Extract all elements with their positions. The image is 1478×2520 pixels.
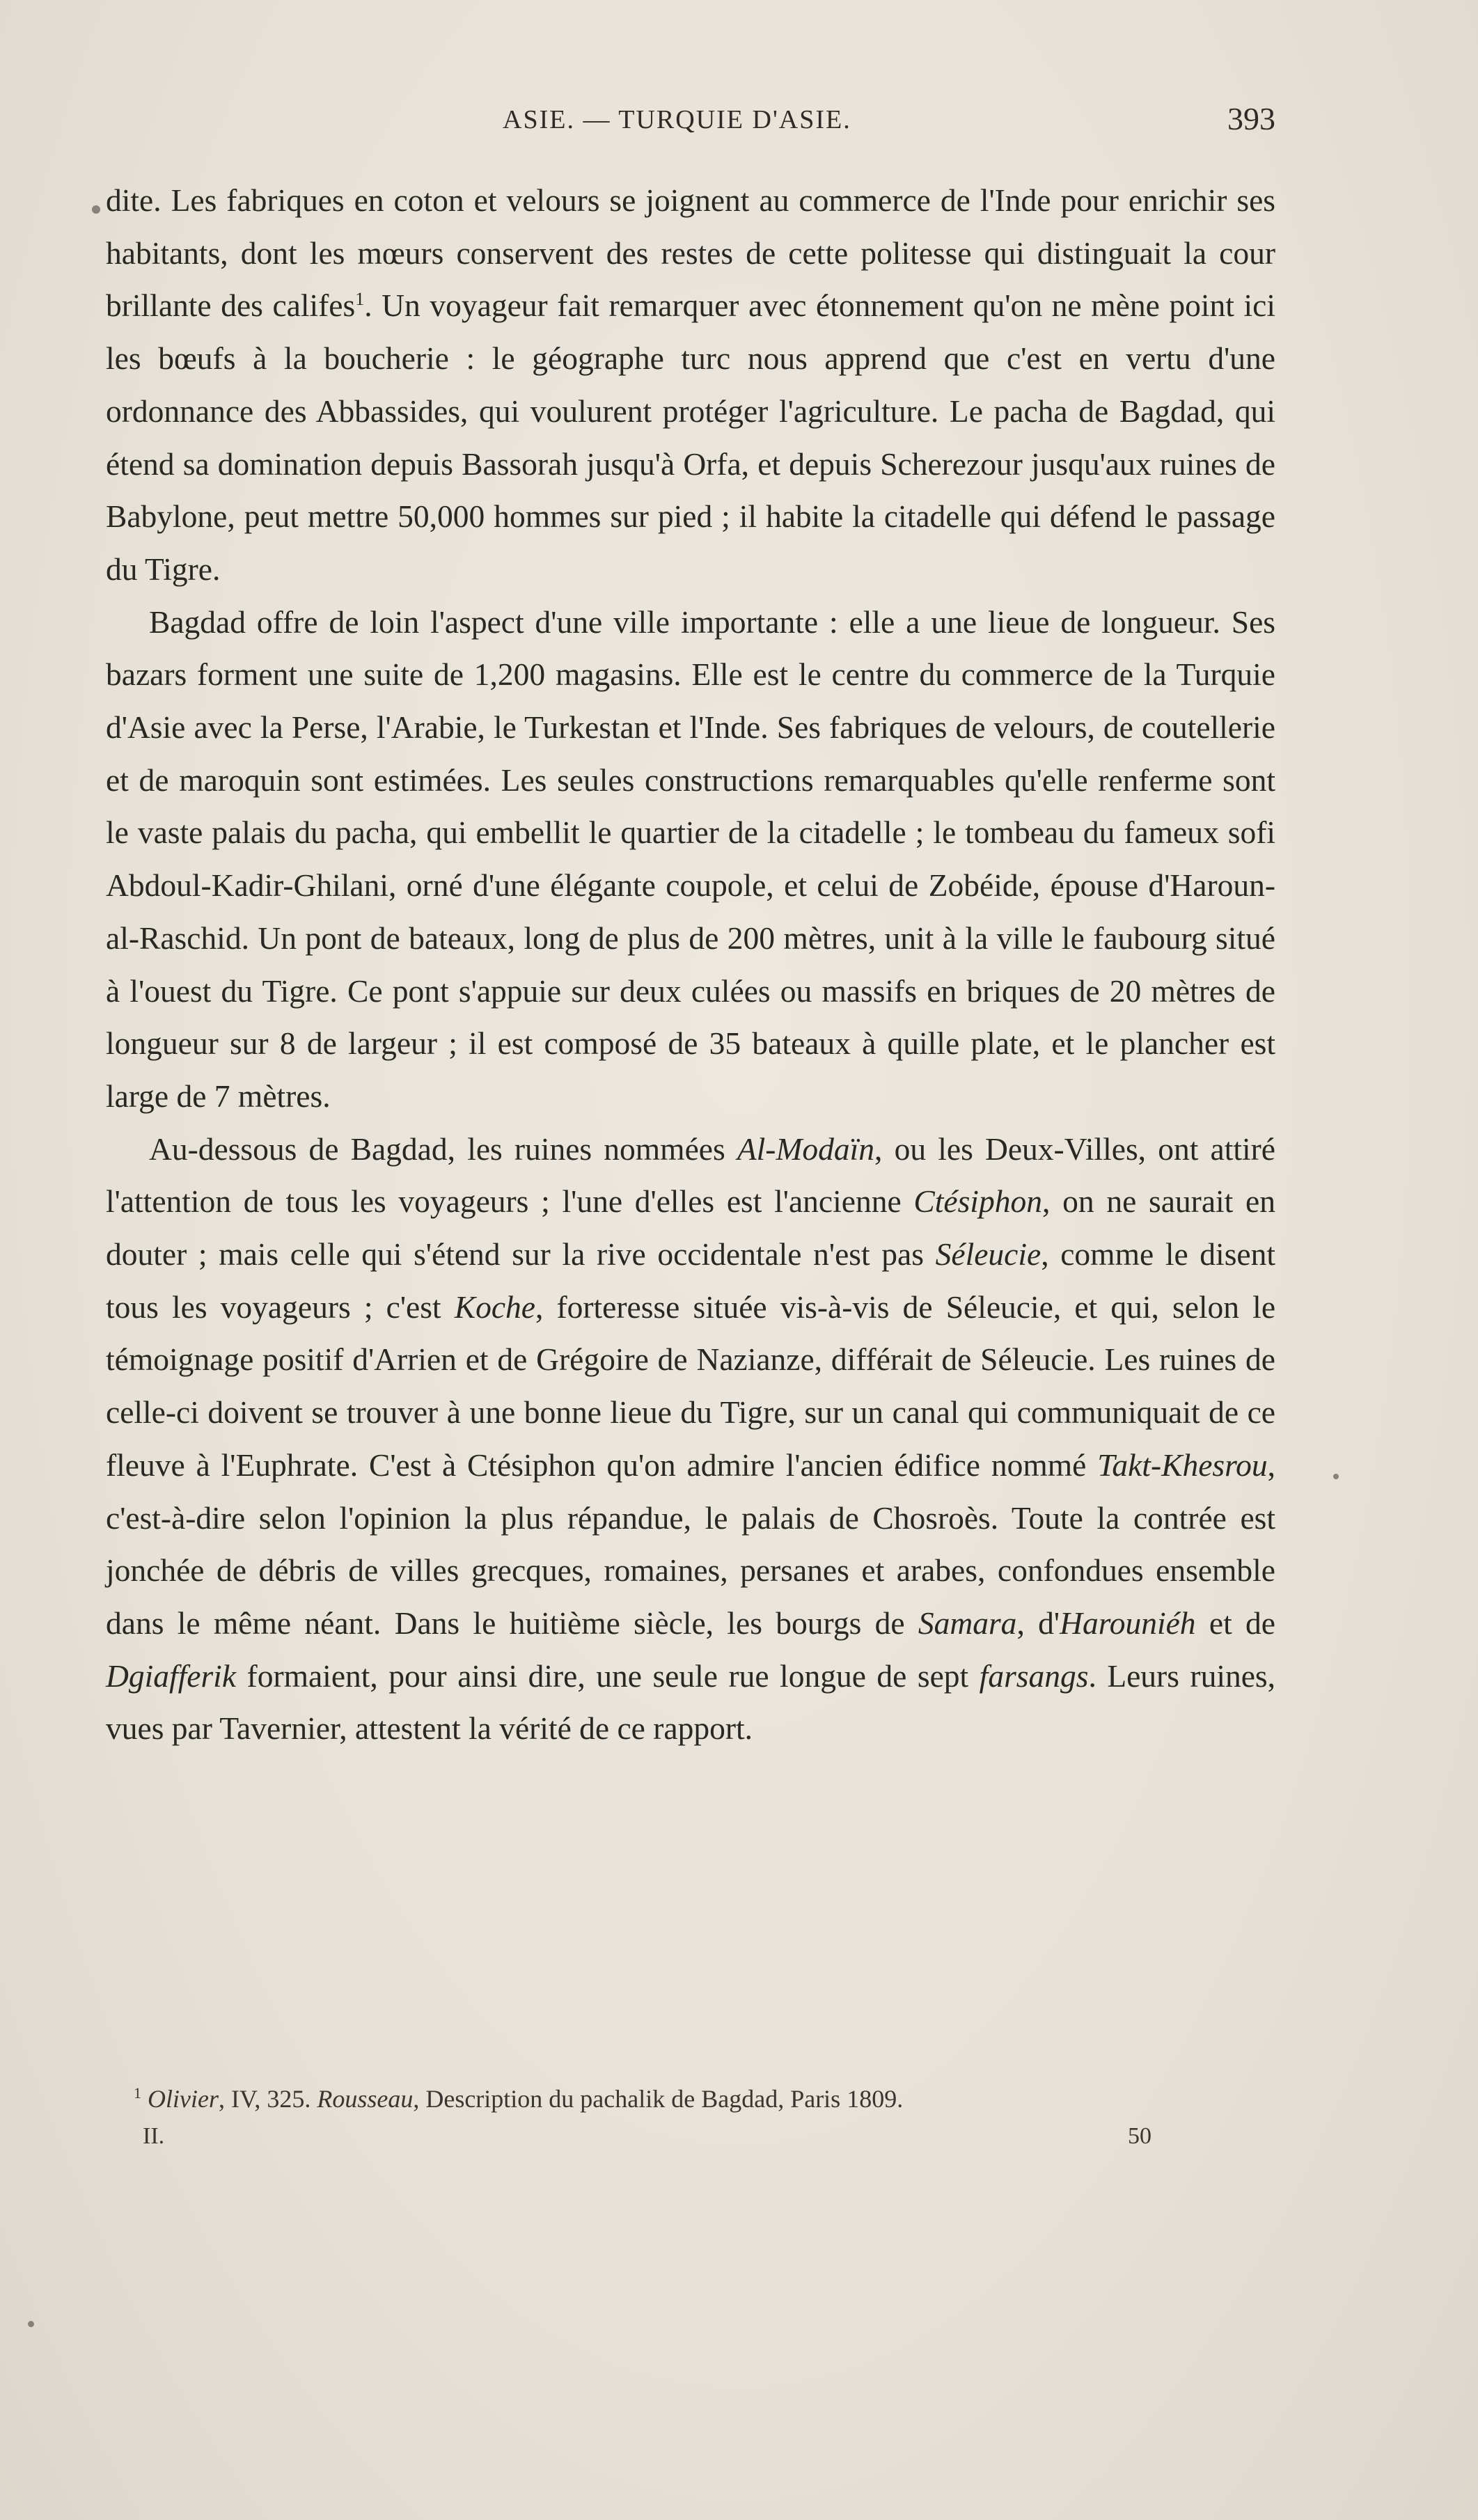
text-run: . Leurs ruines, vues par Tavernier, attestent la vérité de ce rapport. bbox=[106, 1657, 1275, 1747]
body-text bbox=[106, 174, 1275, 1755]
running-title: ASIE. — TURQUIE D'ASIE. bbox=[503, 105, 851, 134]
italic-term: Rousseau bbox=[317, 2085, 414, 2113]
text-run: Au-dessous de Bagdad, les ruines nommées bbox=[149, 1131, 737, 1167]
text-run: et de bbox=[1195, 1605, 1275, 1641]
text-run: Bagdad offre de loin l'aspect d'une ville importante : elle a une lieue de longueur. Ses bazars forment une suite de 1,200 magasins. Elle est le centre du commerce de la Turquie d'Asie avec la Perse, l'Arabie, le Turkestan et l'Inde. Ses fabriques de velours, de coutellerie et de maroquin sont estimées. Les seules constructions remarquables qu'elle renferme sont le vaste palais du pacha, qui embellit le quartier de la citadelle ; le tombeau du fameux sofi Abdoul-Kadir-Ghilani, orné d'une élégante coupole, et celui de Zobéide, épouse d'Haroun-al-Raschid. Un pont de bateaux, long de plus de 200 mètres, unit à la ville le faubourg situé à l'ouest du Tigre. Ce pont s'appuie sur deux culées ou massifs en briques de 20 mètres de longueur sur 8 de largeur ; il est composé de 35 bateaux à quille plate, et le plancher est large de 7 mètres. bbox=[106, 604, 1275, 1114]
italic-term: Al-Modaïn bbox=[737, 1131, 875, 1167]
footnote bbox=[106, 2081, 1289, 2116]
italic-term: Takt-Khesrou bbox=[1097, 1447, 1268, 1483]
text-run: . Un voyageur fait remarquer avec étonnement qu'on ne mène point ici les bœufs à la boucherie : le géographe turc nous apprend que c'est en vertu d'une ordonnance des Abbassides, qui voulurent protéger l'agriculture. Le pacha de Bagdad, qui étend sa domination depuis Bassorah jusqu'à Orfa, et depuis Scherezour jusqu'aux ruines de Babylone, peut mettre 50,000 hommes sur pied ; il habite la citadelle qui défend le passage du Tigre. bbox=[106, 288, 1275, 587]
text-run: , d' bbox=[1016, 1605, 1060, 1641]
italic-term: Ctésiphon bbox=[913, 1183, 1042, 1220]
italic-term: farsangs bbox=[979, 1657, 1089, 1694]
margin-speck bbox=[92, 205, 100, 214]
sheet-signature: 50 bbox=[1128, 2123, 1151, 2149]
page-number: 393 bbox=[1227, 101, 1275, 136]
footnote-number: 1 bbox=[134, 2084, 141, 2102]
text-run: , IV, 325. bbox=[218, 2085, 317, 2113]
margin-speck bbox=[1333, 1474, 1339, 1479]
text-run: , c'est-à-dire selon l'opinion la plus répandue, le palais de Chosroès. Toute la contrée est jonchée de débris de villes grecques, romaines, persanes et arabes, confondues ensemble dans le même néant. Dans le huitième siècle, les bourgs de bbox=[106, 1447, 1275, 1641]
text-run: dite. Les fabriques en coton et velours se joignent au commerce de l'Inde pour enrichir ses habitants, dont les mœurs conservent des restes de cette politesse qui distinguait la cour brillante des califes bbox=[106, 182, 1275, 324]
margin-speck bbox=[28, 2321, 34, 2327]
italic-term: Samara bbox=[918, 1605, 1017, 1641]
footnote-reference: 1 bbox=[355, 289, 365, 310]
italic-term: Koche bbox=[454, 1289, 535, 1325]
volume-signature: II. bbox=[143, 2123, 165, 2149]
paragraph bbox=[106, 596, 1275, 1123]
text-run: , forteresse située vis-à-vis de Séleucie, et qui, selon le témoignage positif d'Arrien et de Grégoire de Nazianze, différait de Séleucie. Les ruines de celle-ci doivent se trouver à une bonne lieue du Tigre, sur un canal qui communiquait de ce fleuve à l'Euphrate. C'est à Ctésiphon qu'on admire l'ancien édifice nommé bbox=[106, 1289, 1276, 1483]
text-run: , comme le disent tous les voyageurs ; c'est bbox=[106, 1236, 1275, 1325]
italic-term: Séleucie bbox=[935, 1236, 1041, 1273]
italic-term: Olivier bbox=[148, 2085, 219, 2113]
italic-term: Harouniéh bbox=[1060, 1605, 1196, 1641]
italic-term: Dgiafferik bbox=[106, 1657, 237, 1694]
paragraph bbox=[106, 1123, 1275, 1755]
text-run: , on ne saurait en douter ; mais celle qui s'étend sur la rive occidentale n'est pas bbox=[106, 1183, 1275, 1273]
text-run: , Description du pachalik de Bagdad, Paris 1809. bbox=[413, 2085, 904, 2113]
text-run: formaient, pour ainsi dire, une seule rue longue de sept bbox=[236, 1657, 980, 1694]
paragraph bbox=[106, 174, 1275, 596]
text-run: , ou les Deux-Villes, ont attiré l'attention de tous les voyageurs ; l'une d'elles est l'ancienne bbox=[106, 1131, 1275, 1220]
running-head bbox=[106, 101, 1275, 153]
